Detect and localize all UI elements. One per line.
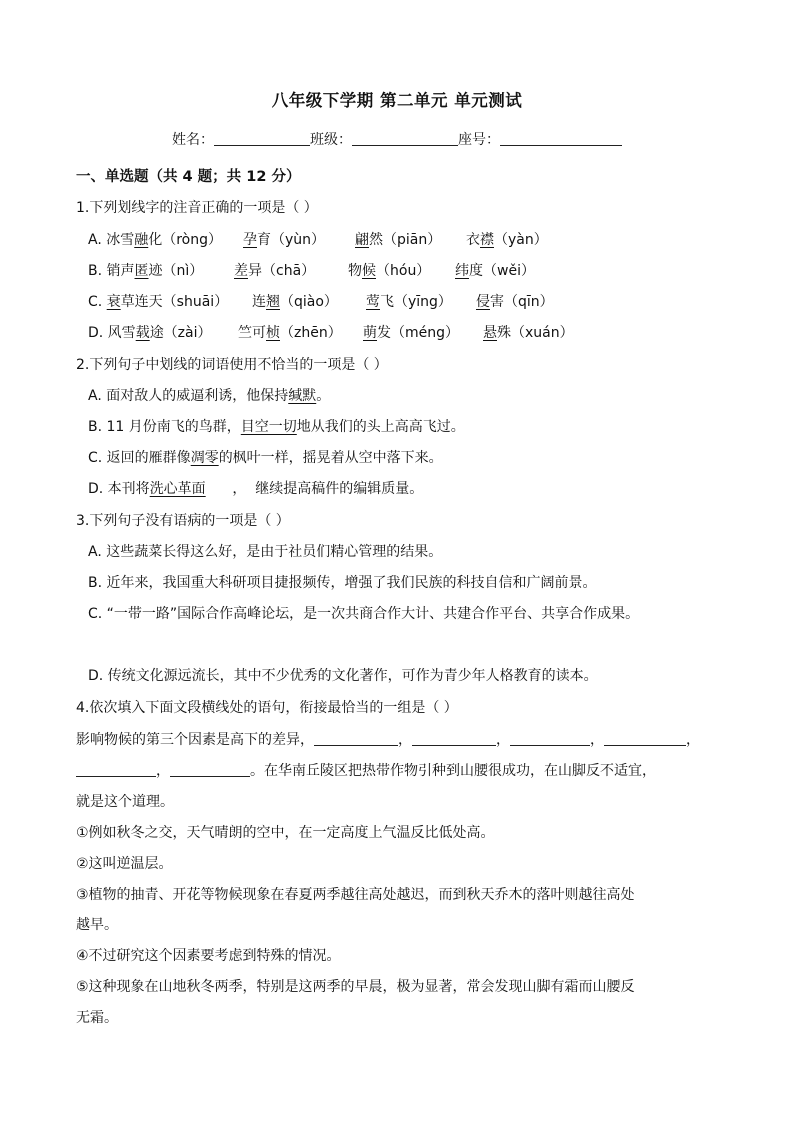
q1-option-c[interactable]	[88, 291, 554, 311]
q1-c-item-1: C. 衰草连天（shuāi）	[88, 294, 229, 310]
q1-c-item-2: 连翘（qiào）	[252, 294, 338, 310]
q1-c-item-3: 莺飞（yīng）	[366, 294, 452, 310]
fill-blank-5[interactable]	[76, 762, 156, 777]
q2-option-c[interactable]: C. 返回的雁群像凋零的枫叶一样，摇晃着从空中落下来。	[88, 450, 443, 466]
q4-sentence-3: ③植物的抽青、开花等物候现象在春夏两季越往高处越迟，而到秋天乔木的落叶则越往高处	[76, 887, 635, 903]
q4-passage-line-3: 就是这个道理。	[76, 794, 174, 810]
q4-sentence-1: ①例如秋冬之交，天气晴朗的空中，在一定高度上气温反比低处高。	[76, 825, 495, 841]
q4-sentence-5: ⑤这种现象在山地秋冬两季，特别是这两季的早晨，极为显著，常会发现山脚有霜而山腰反	[76, 979, 635, 995]
q1-option-b[interactable]	[88, 260, 535, 280]
fill-blank-2[interactable]	[412, 731, 496, 746]
q4-sentence-3-cont: 越早。	[76, 917, 118, 933]
class-label: 班级：	[310, 132, 352, 148]
section-heading: 一、单选题（共 4 题；共 12 分）	[76, 169, 301, 185]
q1-a-item-2: 孕育（yùn）	[243, 232, 326, 248]
q3-option-b[interactable]: B. 近年来，我国重大科研项目捷报频传，增强了我们民族的科技自信和广阔前景。	[88, 575, 597, 591]
name-label: 姓名：	[172, 132, 214, 148]
student-info-line	[172, 129, 622, 149]
q4-passage-line-1: 影响物候的第三个因素是高下的差异， ， ， ， ，	[76, 732, 700, 748]
q1-option-d[interactable]	[88, 322, 574, 342]
fill-blank-4[interactable]	[604, 731, 686, 746]
q4-sentence-5-cont: 无霜。	[76, 1010, 118, 1026]
q1-b-item-1: B. 销声匿迹（nì）	[88, 263, 204, 279]
q1-a-item-1: A. 冰雪融化（ròng）	[88, 232, 223, 248]
seat-label: 座号：	[458, 132, 500, 148]
name-blank[interactable]	[214, 131, 310, 146]
fill-blank-3[interactable]	[510, 731, 590, 746]
q4-stem: 4.依次填入下面文段横线处的语句，衔接最恰当的一组是（ ）	[76, 700, 458, 716]
q3-option-a[interactable]: A. 这些蔬菜长得这么好，是由于社员们精心管理的结果。	[88, 544, 443, 560]
fill-blank-6[interactable]	[170, 762, 250, 777]
q1-d-item-4: 悬殊（xuán）	[483, 325, 574, 341]
q1-d-item-3: 萌发（méng）	[363, 325, 460, 341]
q4-passage-line-2: ， 。在华南丘陵区把热带作物引种到山腰很成功，在山脚反不适宜，	[76, 760, 656, 780]
q1-d-item-1: D. 风雪载途（zài）	[88, 325, 212, 341]
class-blank[interactable]	[352, 131, 458, 146]
q1-d-item-2: 竺可桢（zhēn）	[238, 325, 342, 341]
q1-stem: 1.下列划线字的注音正确的一项是（ ）	[76, 200, 318, 216]
q1-b-item-4: 纬度（wěi）	[455, 263, 535, 279]
q1-b-item-3: 物候（hóu）	[348, 263, 431, 279]
q2-option-a[interactable]: A. 面对敌人的威逼利诱，他保持缄默。	[88, 388, 331, 404]
q2-stem: 2.下列句子中划线的词语使用不恰当的一项是（ ）	[76, 357, 388, 373]
seat-blank[interactable]	[500, 131, 622, 146]
q1-a-item-3: 翩然（piān）	[355, 232, 442, 248]
q4-sentence-4: ④不过研究这个因素要考虑到特殊的情况。	[76, 948, 341, 964]
q3-option-c[interactable]: C. “一带一路”国际合作高峰论坛，是一次共商合作大计、共建合作平台、共享合作成果。	[88, 606, 640, 622]
q4-sentence-2: ②这叫逆温层。	[76, 856, 173, 872]
fill-blank-1[interactable]	[314, 731, 398, 746]
q3-stem: 3.下列句子没有语病的一项是（ ）	[76, 513, 290, 529]
q1-c-item-4: 侵害（qīn）	[476, 294, 554, 310]
q1-option-a[interactable]	[88, 229, 548, 249]
q2-option-d[interactable]: D. 本刊将洗心革面 ， 继续提高稿件的编辑质量。	[88, 481, 424, 497]
page-title: 八年级下学期 第二单元 单元测试	[271, 91, 523, 110]
q3-option-d[interactable]: D. 传统文化源远流长，其中不少优秀的文化著作，可作为青少年人格教育的读本。	[88, 668, 598, 684]
q1-a-item-4: 衣襟（yàn）	[466, 232, 548, 248]
q2-option-b[interactable]: B. 11 月份南飞的鸟群，目空一切地从我们的头上高高飞过。	[88, 419, 465, 435]
q1-b-item-2: 差异（chā）	[234, 263, 316, 279]
